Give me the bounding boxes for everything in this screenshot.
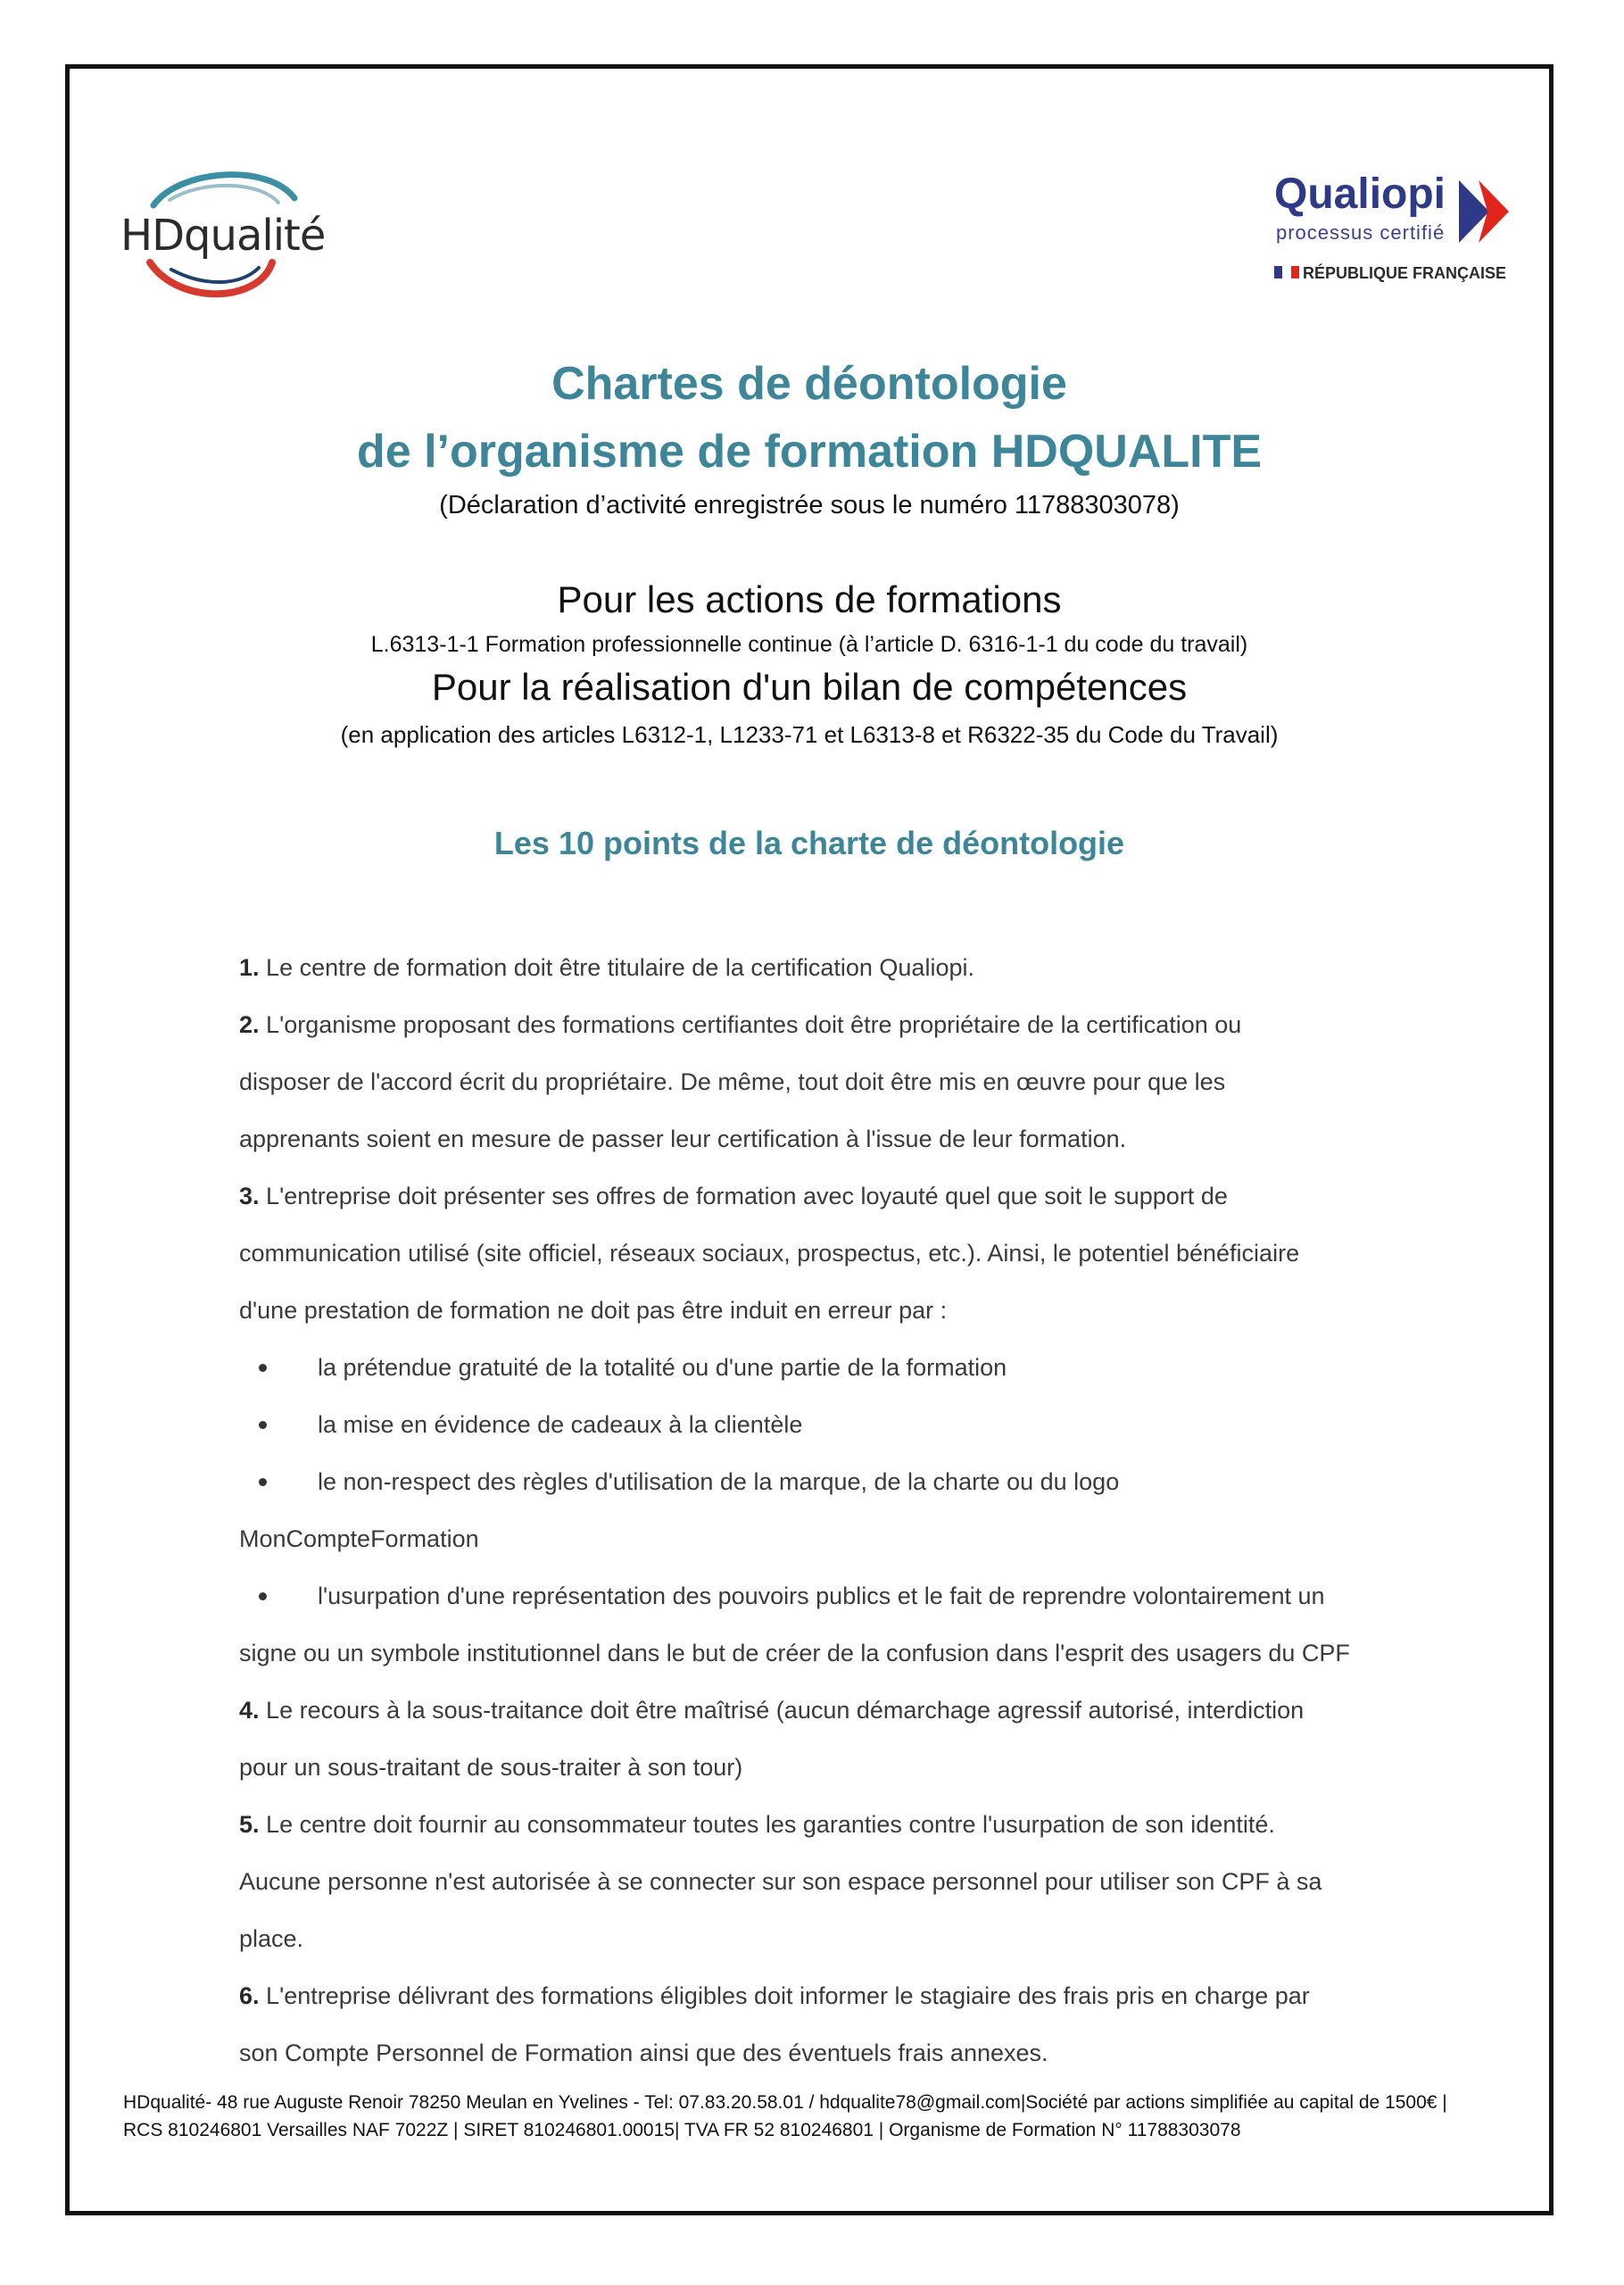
point-number: 4. (239, 1697, 260, 1724)
point-2 (239, 1009, 1462, 1066)
point-6 (239, 1980, 1462, 2037)
bullet-icon (259, 1478, 267, 1486)
point-text: Le recours à la sous-traitance doit être maîtrisé (aucun démarchage agressif autorisé, interdiction (266, 1697, 1305, 1724)
bullet-icon (259, 1364, 267, 1372)
bullet-icon (259, 1421, 267, 1429)
bullet-icon (259, 1592, 267, 1600)
hdqualite-logo (116, 162, 330, 305)
point-number: 6. (239, 1982, 260, 2009)
point-text-line: communication utilisé (site officiel, réseaux sociaux, prospectus, etc.). Ainsi, le potentiel bénéficiaire (239, 1240, 1300, 1267)
point-4 (239, 1694, 1462, 1751)
section-title: Les 10 points de la charte de déontologie (493, 825, 1125, 861)
list-item-text: l'usurpation d'une représentation des pouvoirs publics et le fait de reprendre volontairement un (318, 1583, 1325, 1609)
point-text-line: d'une prestation de formation ne doit pas être induit en erreur par : (239, 1297, 948, 1324)
point-number: 5. (239, 1811, 260, 1838)
point-1 (239, 951, 1462, 1009)
list-item (239, 1580, 1462, 1637)
republique-francaise-label: RÉPUBLIQUE FRANÇAISE (1303, 264, 1507, 282)
list-item-text: le non-respect des règles d'utilisation de la marque, de la charte ou du logo (318, 1468, 1120, 1495)
point-text-line: pour un sous-traitant de sous-traiter à son tour) (239, 1754, 743, 1781)
list-item-text: la prétendue gratuité de la totalité ou d'une partie de la formation (318, 1354, 1007, 1381)
actions-heading: Pour les actions de formations (557, 578, 1062, 620)
bilan-subtext: (en application des articles L6312-1, L1233-71 et L6313-8 et R6322-35 du Code du Travail) (340, 721, 1279, 748)
point-text: L'entreprise doit présenter ses offres de formation avec loyauté quel que soit le support de (266, 1183, 1228, 1209)
point-text-line: disposer de l'accord écrit du propriétaire. De même, tout doit être mis en œuvre pour que les (239, 1068, 1226, 1095)
point-text: Le centre doit fournir au consommateur toutes les garanties contre l'usurpation de son identité. (266, 1811, 1275, 1838)
point-text: L'organisme proposant des formations certifiantes doit être propriétaire de la certification ou (266, 1011, 1242, 1038)
list-item (239, 1351, 1462, 1408)
actions-subtext: L.6313-1-1 Formation professionnelle continue (à l’article D. 6316-1-1 du code du travail) (370, 632, 1248, 657)
point-number: 1. (239, 954, 260, 981)
qualiopi-name: Qualiopi (1274, 170, 1446, 218)
hdqualite-logo-text: HDqualité (120, 211, 326, 261)
qualiopi-arrows-icon (1459, 180, 1521, 243)
charter-points (239, 951, 1462, 2094)
french-flag-icon (1274, 266, 1299, 278)
list-item-continuation: signe ou un symbole institutionnel dans le but de créer de la confusion dans l'esprit des usagers du CPF (239, 1640, 1350, 1666)
point-text-line: apprenants soient en mesure de passer leur certification à l'issue de leur formation. (239, 1126, 1127, 1152)
list-item (239, 1408, 1462, 1466)
point-text-line: place. (239, 1925, 304, 1952)
list-item (239, 1466, 1462, 1523)
point-text: Le centre de formation doit être titulaire de la certification Qualiopi. (266, 954, 974, 981)
qualiopi-subtitle: processus certifié (1276, 221, 1446, 244)
point-3 (239, 1180, 1462, 1237)
point-5 (239, 1808, 1462, 1865)
point-number: 2. (239, 1011, 260, 1038)
list-item-text: la mise en évidence de cadeaux à la clientèle (318, 1411, 803, 1438)
point-number: 3. (239, 1183, 260, 1209)
bilan-heading: Pour la réalisation d'un bilan de compétences (431, 666, 1188, 708)
point-text-line: son Compte Personnel de Formation ainsi que des éventuels frais annexes. (239, 2040, 1048, 2066)
point-text-line: Aucune personne n'est autorisée à se connecter sur son espace personnel pour utiliser son CPF à sa (239, 1868, 1322, 1895)
footer-line-2: RCS 810246801 Versailles NAF 7022Z | SIRET 810246801.00015| TVA FR 52 810246801 | Organisme de Formation N° 11788303078 (123, 2120, 1241, 2140)
qualiopi-logo (1267, 170, 1526, 290)
point-text: L'entreprise délivrant des formations éligibles doit informer le stagiaire des frais pris en charge par (266, 1982, 1310, 2009)
page-title-line1: Chartes de déontologie (551, 358, 1067, 410)
list-item-continuation: MonCompteFormation (239, 1525, 479, 1552)
footer-line-1: HDqualité- 48 rue Auguste Renoir 78250 Meulan en Yvelines - Tel: 07.83.20.58.01 / hdqualite78@gmail.com|Société par actions simplifiée au capital de 1500€ | (123, 2092, 1447, 2113)
declaration-text: (Déclaration d’activité enregistrée sous le numéro 11788303078) (439, 491, 1180, 519)
page-footer (123, 2089, 1551, 2144)
page-title-line2: de l’organisme de formation HDQUALITE (356, 426, 1263, 478)
